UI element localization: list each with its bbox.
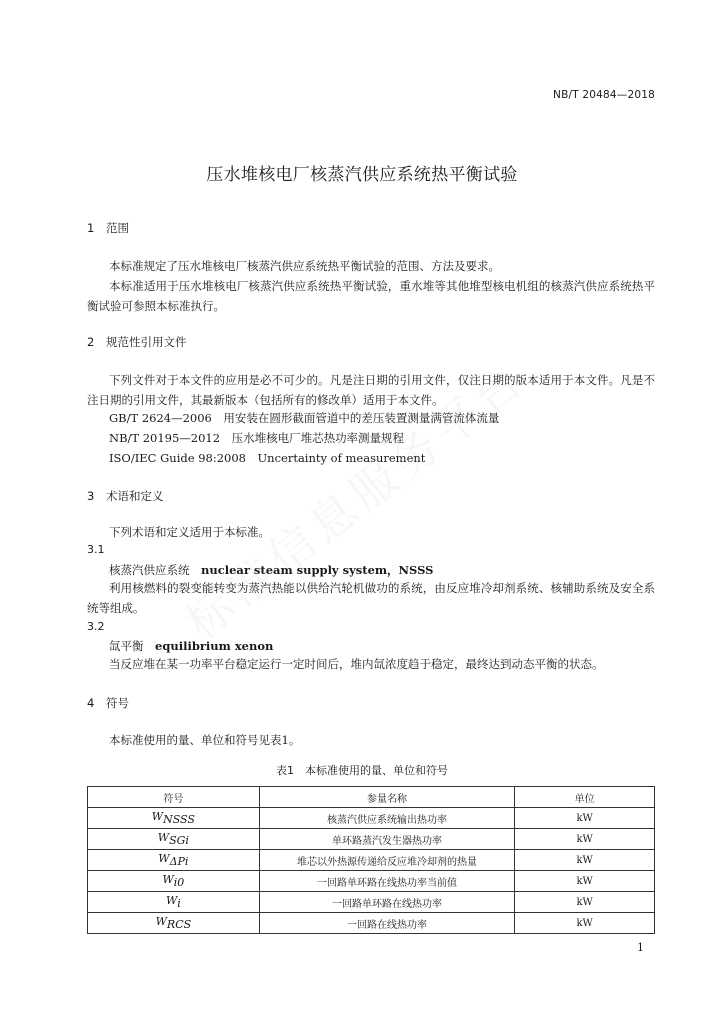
symbols-table <box>87 786 655 934</box>
table-row <box>88 850 655 871</box>
section-number: 1 <box>87 221 95 235</box>
name-cell: 一回路单环路在线热功率 <box>259 892 515 913</box>
section-number: 2 <box>87 335 95 349</box>
unit-cell: kW <box>515 850 655 871</box>
section-1-paragraph-1: 本标准规定了压水堆核电厂核蒸汽供应系统热平衡试验的范围、方法及要求。 <box>109 259 500 273</box>
column-header-unit: 单位 <box>515 787 655 808</box>
column-header-symbol: 符号 <box>88 787 260 808</box>
section-3-paragraph-1: 下列术语和定义适用于本标准。 <box>109 525 270 539</box>
page-number: 1 <box>637 941 644 954</box>
section-2-heading <box>87 334 187 350</box>
column-header-name: 参量名称 <box>259 787 515 808</box>
section-3-heading <box>87 488 164 504</box>
symbol-cell: $W_{RCS}$ <box>88 913 260 934</box>
symbol-cell: $W_i$ <box>88 892 260 913</box>
section-4-heading <box>87 695 129 711</box>
section-title: 术语和定义 <box>106 489 164 503</box>
name-cell: 一回路在线热功率 <box>259 913 515 934</box>
table-row <box>88 829 655 850</box>
unit-cell: kW <box>515 913 655 934</box>
unit-cell: kW <box>515 871 655 892</box>
table-caption: 表1 本标准使用的量、单位和符号 <box>276 764 448 777</box>
symbol-cell: $W_{SGi}$ <box>88 829 260 850</box>
name-cell: 核蒸汽供应系统输出热功率 <box>259 808 515 829</box>
term-3-2-number: 3.2 <box>87 620 105 633</box>
term-chinese: 核蒸汽供应系统 <box>109 563 190 577</box>
section-number: 3 <box>87 489 95 503</box>
term-3-1-number: 3.1 <box>87 543 105 556</box>
term-3-1-heading <box>109 562 433 578</box>
unit-cell: kW <box>515 829 655 850</box>
section-1-paragraph-2: 本标准适用于压水堆核电厂核蒸汽供应系统热平衡试验，重水堆等其他堆型核电机组的核蒸汽供应系统热平衡试验可参照本标准执行。 <box>87 279 655 313</box>
symbol-cell: $W_{\Delta Pi}$ <box>88 850 260 871</box>
term-3-1-definition: 利用核燃料的裂变能转变为蒸汽热能以供给汽轮机做功的系统，由反应堆冷却剂系统、核辅助系统及安全系统等组成。 <box>87 581 655 615</box>
symbol-cell: $W_{NSSS}$ <box>88 808 260 829</box>
section-title: 规范性引用文件 <box>106 335 187 349</box>
table-header-row <box>88 787 655 808</box>
table-row <box>88 871 655 892</box>
section-2-paragraph-1: 下列文件对于本文件的应用是必不可少的。凡是注日期的引用文件，仅注日期的版本适用于本文件。凡是不注日期的引用文件，其最新版本（包括所有的修改单）适用于本文件。 <box>87 373 655 407</box>
section-title: 范围 <box>106 221 129 235</box>
name-cell: 一回路单环路在线热功率当前值 <box>259 871 515 892</box>
standard-code: NB/T 20484—2018 <box>553 89 655 101</box>
table-row <box>88 913 655 934</box>
section-number: 4 <box>87 696 95 710</box>
reference-1: GB/T 2624—2006 用安装在圆形截面管道中的差压装置测量满管流体流量 <box>109 411 500 425</box>
unit-cell: kW <box>515 808 655 829</box>
document-title: 压水堆核电厂核蒸汽供应系统热平衡试验 <box>206 165 518 185</box>
term-3-2-heading <box>109 638 273 654</box>
section-title: 符号 <box>106 696 129 710</box>
term-3-2-definition: 当反应堆在某一功率平台稳定运行一定时间后，堆内氙浓度趋于稳定，最终达到动态平衡的状态。 <box>109 657 604 671</box>
name-cell: 堆芯以外热源传递给反应堆冷却剂的热量 <box>259 850 515 871</box>
table-row <box>88 892 655 913</box>
reference-3: ISO/IEC Guide 98:2008 Uncertainty of measurement <box>109 451 426 465</box>
table-row <box>88 808 655 829</box>
symbol-cell: $W_{i0}$ <box>88 871 260 892</box>
term-english: equilibrium xenon <box>155 639 274 653</box>
section-4-paragraph-1: 本标准使用的量、单位和符号见表1。 <box>109 733 301 747</box>
section-1-heading <box>87 220 129 236</box>
reference-2: NB/T 20195—2012 压水堆核电厂堆芯热功率测量规程 <box>109 431 405 445</box>
name-cell: 单环路蒸汽发生器热功率 <box>259 829 515 850</box>
term-chinese: 氙平衡 <box>109 639 144 653</box>
term-english: nuclear steam supply system，NSSS <box>201 563 434 577</box>
unit-cell: kW <box>515 892 655 913</box>
